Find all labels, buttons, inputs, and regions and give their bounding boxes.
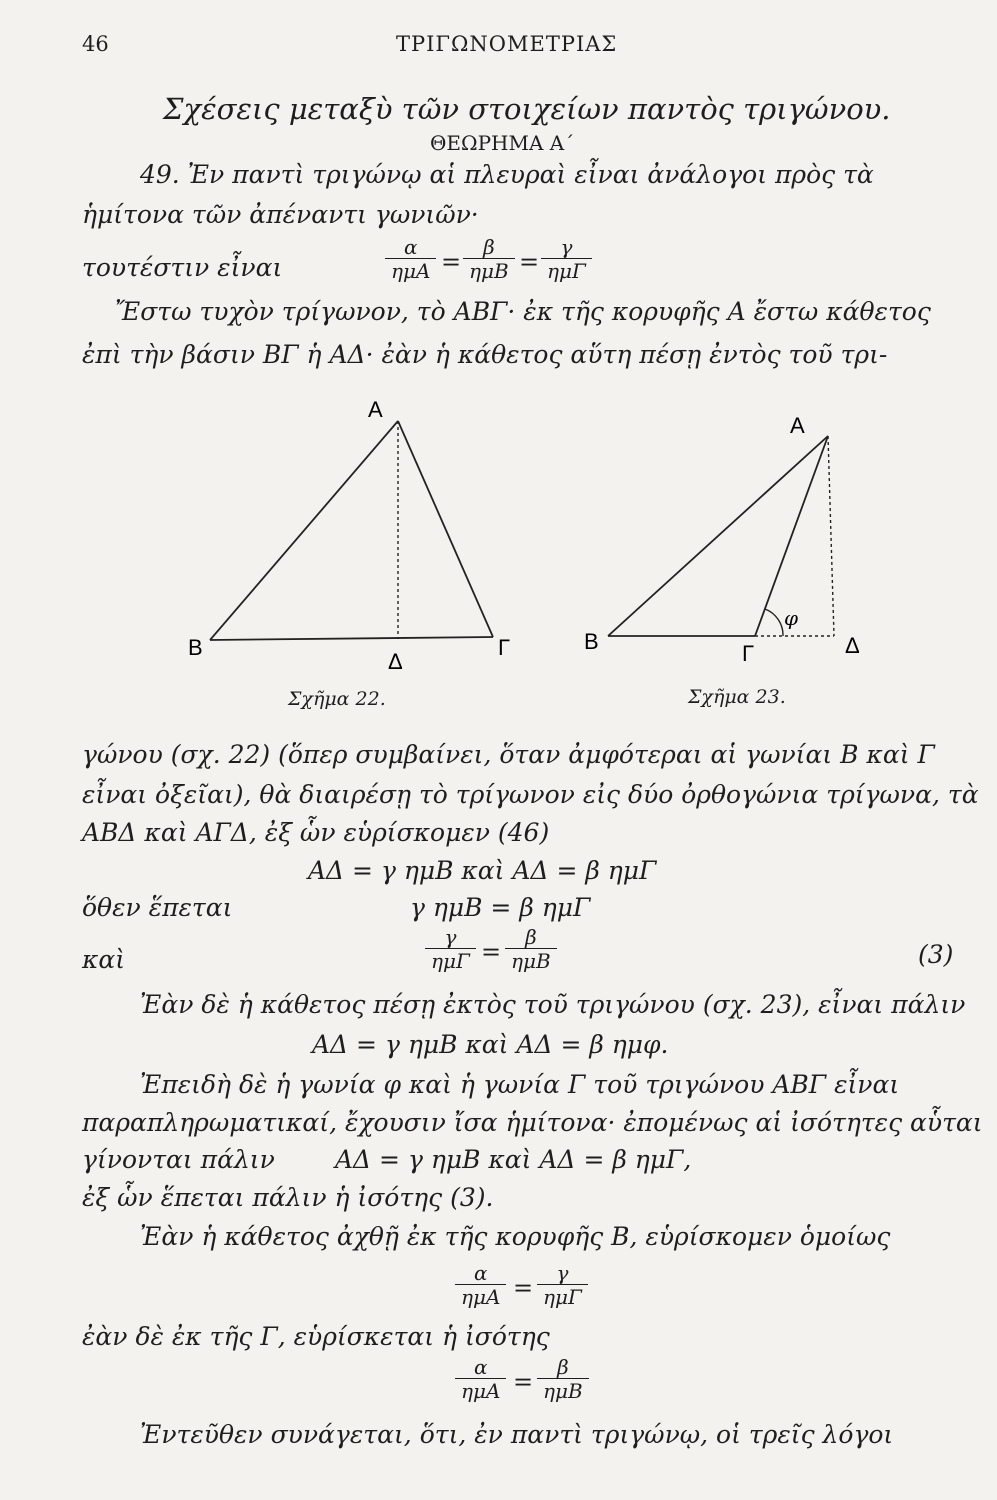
text-line-3-lead: τουτέστιν εἶναι [82,253,283,282]
numerator: γ [556,1261,569,1285]
numerator: β [557,1355,569,1379]
fraction-a-sinA [455,1262,506,1308]
side-BG [210,637,493,640]
text-line-20: Ἐντεῦθεν συνάγεται, ὅτι, ἐν παντὶ τριγώνῳ, οἱ τρεῖς λόγοι [140,1420,894,1449]
equals-sign: = [481,938,502,966]
figure-22 [180,385,520,685]
page-number: 46 [82,32,109,56]
law-of-sines-formula [385,236,635,296]
denominator: ημΓ [537,1284,588,1308]
text-line-11-lead: καὶ [82,945,126,974]
figure-23 [580,405,880,695]
denominator: ημΓ [425,948,476,972]
text-line-10-lead: ὅθεν ἕπεται [82,893,233,922]
text-line-2: ἡμίτονα τῶν ἀπέναντι γωνιῶν· [82,200,479,229]
vertex-label-D: Δ [845,633,860,658]
equation-gsinB: γ ημΒ = β ημΓ [410,893,591,922]
text-line-1: 49. Ἐν παντὶ τριγώνῳ αἱ πλευραὶ εἶναι ἀνάλογοι πρὸς τὰ [140,160,874,189]
vertex-label-A: Α [790,413,805,438]
text-line-8: ΑΒΔ καὶ ΑΓΔ, ἐξ ὧν εὑρίσκομεν (46) [82,818,550,847]
equation-tag-3: (3) [918,940,954,969]
section-title: Σχέσεις μεταξὺ τῶν στοιχείων παντὸς τριγώνου. [163,92,891,126]
equation-AD-1: ΑΔ = γ ημΒ καὶ ΑΔ = β ημΓ [308,856,657,885]
denominator: ημΒ [537,1378,589,1402]
side-AB [210,421,398,640]
vertex-label-G: Γ [498,635,511,660]
fraction-g-sinG [425,926,476,972]
numerator: α [403,235,418,259]
text-line-5: ἐπὶ τὴν βάσιν ΒΓ ἡ ΑΔ· ἐὰν ἡ κάθετος αὕτη πέσῃ ἐντὸς τοῦ τρι- [82,340,888,369]
equals-sign: = [513,1274,534,1302]
equation-AD-3: ΑΔ = γ ημΒ καὶ ΑΔ = β ημΓ, [335,1145,692,1174]
denominator: ημΓ [541,258,592,282]
fraction-g-sinG [537,1262,588,1308]
numerator: β [525,925,537,949]
side-AG [398,421,493,637]
denominator: ημΑ [455,1284,506,1308]
ratio-a-g-formula [455,1262,615,1322]
fraction-b-sinB [505,926,557,972]
text-line-19: ἐὰν δὲ ἐκ τῆς Γ, εὑρίσκεται ἡ ἰσότης [82,1322,550,1351]
denominator: ημΒ [463,258,515,282]
fraction-g-sinG [541,236,592,282]
text-line-4: Ἔστω τυχὸν τρίγωνον, τὸ ΑΒΓ· ἐκ τῆς κορυφῆς Α ἔστω κάθετος [115,297,931,326]
fraction-b-sinB [463,236,515,282]
vertex-label-D: Δ [388,649,403,674]
theorem-label: ΘΕΩΡΗΜΑ Α΄ [430,131,575,155]
text-line-18: Ἐὰν ἡ κάθετος ἀχθῇ ἐκ τῆς κορυφῆς Β, εὑρίσκομεν ὁμοίως [140,1222,891,1251]
equals-sign: = [441,248,462,276]
running-title: ΤΡΙΓΩΝΟΜΕΤΡΙΑΣ [396,32,618,56]
vertex-label-G: Γ [742,641,755,666]
text-line-6: γώνου (σχ. 22) (ὅπερ συμβαίνει, ὅταν ἀμφότεραι αἱ γωνίαι Β καὶ Γ [82,740,935,769]
fraction-a-sinA [455,1356,506,1402]
numerator: γ [444,925,457,949]
vertex-label-A: Α [368,397,383,422]
denominator: ημΑ [455,1378,506,1402]
numerator: γ [560,235,573,259]
denominator: ημΑ [385,258,436,282]
angle-phi-arc [765,609,783,636]
numerator: β [483,235,495,259]
fraction-b-sinB [537,1356,589,1402]
text-line-17: ἐξ ὧν ἕπεται πάλιν ἡ ἰσότης (3). [82,1183,494,1212]
angle-label-phi: φ [784,606,799,630]
text-line-7: εἶναι ὀξεῖαι), θὰ διαιρέσῃ τὸ τρίγωνον εἰς δύο ὀρθογώνια τρίγωνα, τὰ [82,780,979,809]
fraction-a-sinA [385,236,436,282]
equals-sign: = [513,1368,534,1396]
equation-AD-2: ΑΔ = γ ημΒ καὶ ΑΔ = β ημφ. [312,1030,669,1059]
text-line-15: παραπληρωματικαί, ἔχουσιν ἴσα ἡμίτονα· ἐπομένως αἱ ἰσότητες αὗται [82,1108,983,1137]
equals-sign: = [519,248,540,276]
figure-22-caption: Σχῆμα 22. [288,688,386,710]
text-line-16-lead: γίνονται πάλιν [82,1145,275,1174]
ratio-g-b-formula [425,926,585,986]
vertex-label-B: Β [188,635,203,660]
text-line-14: Ἐπειδὴ δὲ ἡ γωνία φ καὶ ἡ γωνία Γ τοῦ τριγώνου ΑΒΓ εἶναι [140,1070,900,1099]
numerator: α [473,1261,488,1285]
altitude-AD [828,436,834,636]
text-line-12: Ἐὰν δὲ ἡ κάθετος πέσῃ ἐκτὸς τοῦ τριγώνου (σχ. 23), εἶναι πάλιν [140,990,966,1019]
figure-23-caption: Σχῆμα 23. [688,686,786,708]
ratio-a-b-formula [455,1356,615,1416]
vertex-label-B: Β [584,629,599,654]
numerator: α [473,1355,488,1379]
denominator: ημΒ [505,948,557,972]
